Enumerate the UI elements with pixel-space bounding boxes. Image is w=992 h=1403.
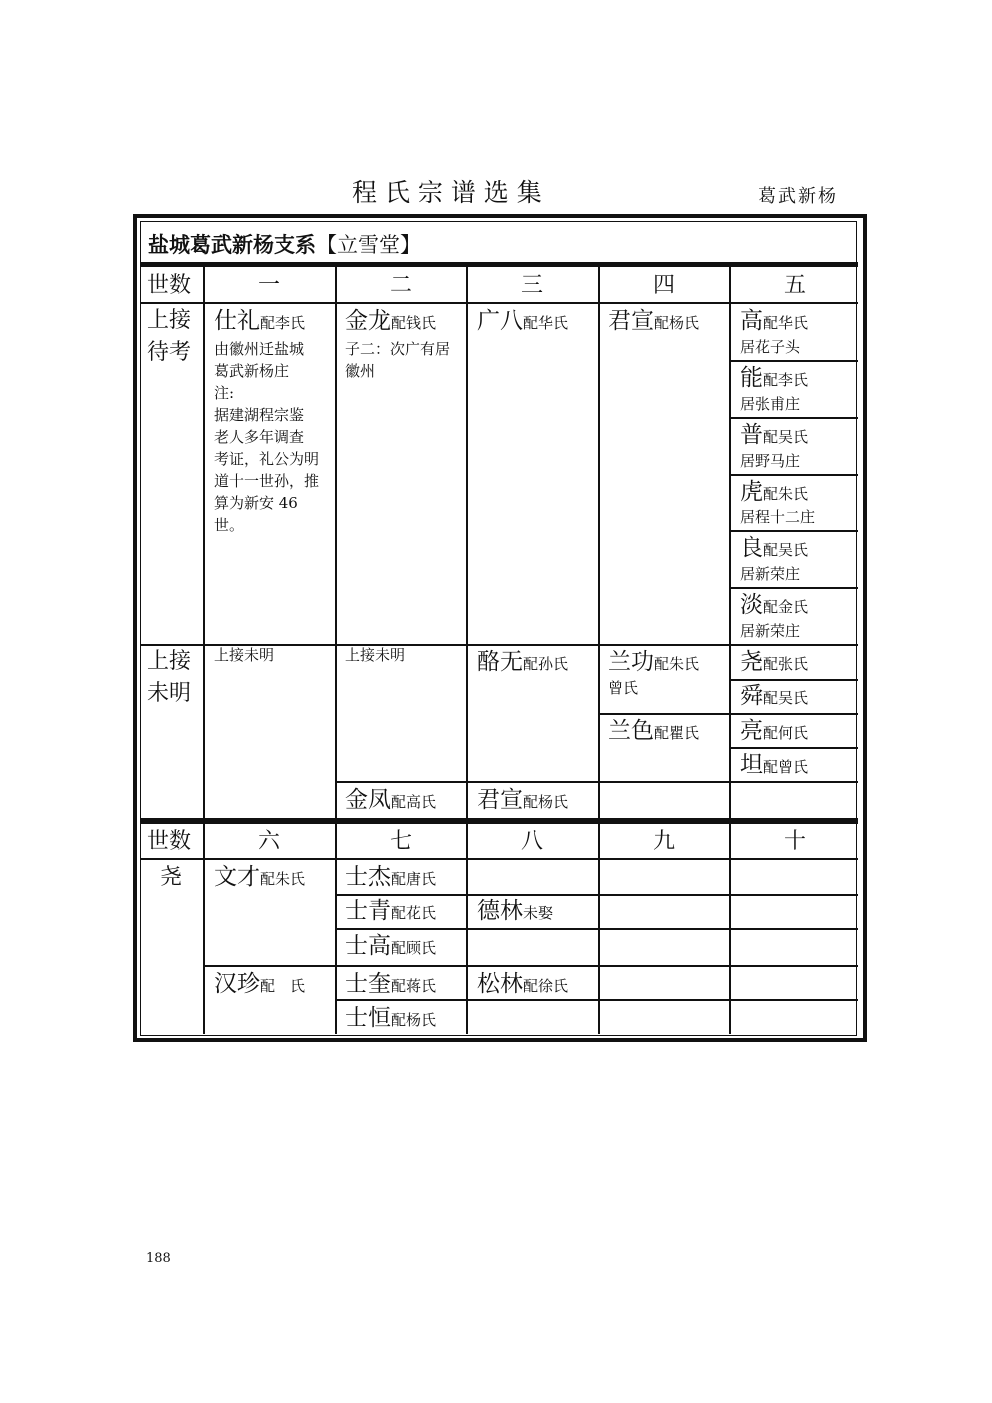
person-residence: 居张甫庄: [740, 395, 801, 413]
cell-rule: [730, 360, 858, 362]
person-spouse: 配李氏: [763, 371, 809, 389]
person-residence: 居花子头: [740, 338, 801, 356]
person-spouse: 配曾氏: [763, 758, 809, 776]
person-name: 坦: [740, 752, 763, 778]
branch-hall: 【立雪堂】: [316, 233, 421, 257]
section-label: 上接: [147, 649, 192, 674]
person-entry: [345, 973, 436, 996]
person-name: 士杰: [345, 864, 391, 890]
person-entry: [740, 424, 808, 447]
row-rule: [336, 999, 858, 1001]
person-entry: [477, 651, 568, 674]
person-name: 士高: [345, 933, 391, 959]
note-line: 由徽州迁盐城: [214, 340, 305, 358]
cell-rule: [598, 713, 858, 715]
person-spouse: 配朱氏: [763, 485, 809, 503]
person-entry: [608, 720, 699, 743]
thick-rule-middle: [140, 818, 858, 824]
gen-col-9: 九: [653, 829, 676, 854]
row-rule: [140, 302, 858, 304]
gen-col-2: 二: [390, 273, 413, 298]
section-label: 未明: [147, 681, 192, 706]
note-line: 注:: [214, 384, 235, 402]
row-rule: [336, 928, 858, 930]
person-note: [214, 338, 332, 536]
person-entry: [477, 973, 568, 996]
person-name: 兰色: [608, 718, 654, 744]
person-name: 德林: [477, 898, 523, 924]
person-name: 广八: [477, 308, 523, 334]
person-entry: [214, 973, 305, 996]
gen-col-4: 四: [653, 273, 676, 298]
person-entry: [345, 1007, 436, 1030]
person-name: 普: [740, 422, 763, 448]
cell-rule: [730, 474, 858, 476]
person-entry: [345, 935, 436, 958]
col-rule: [729, 824, 731, 1034]
col-rule: [466, 824, 468, 1034]
note-line: 道十一世孙，推: [214, 472, 320, 490]
person-name: 高: [740, 308, 763, 334]
person-entry: [740, 754, 808, 777]
person-spouse: 配钱氏: [391, 314, 437, 332]
person-note: [345, 338, 465, 382]
unknown-ancestor-note: 上接未明: [214, 646, 275, 664]
person-spouse: 配瞿氏: [654, 724, 700, 742]
person-entry: [214, 310, 305, 333]
person-spouse: 配何氏: [763, 724, 809, 742]
person-spouse: 配杨氏: [523, 793, 569, 811]
person-entry: [608, 651, 699, 674]
person-spouse: 配杨氏: [654, 314, 700, 332]
person-name: 松林: [477, 971, 523, 997]
row-rule: [336, 781, 858, 783]
cell-rule: [730, 530, 858, 532]
note-line: 老人多年调查: [214, 428, 305, 446]
person-spouse: 配 氏: [260, 977, 306, 995]
person-residence: 居新荣庄: [740, 622, 801, 640]
gen-col-8: 八: [521, 829, 544, 854]
person-name: 淡: [740, 592, 763, 618]
person-spouse: 配李氏: [260, 314, 306, 332]
person-spouse: 配顾氏: [391, 939, 437, 957]
note-line: 世。: [214, 516, 245, 534]
section-label: 上接: [147, 308, 192, 333]
person-spouse: 配杨氏: [391, 1011, 437, 1029]
gen-col-5: 五: [784, 273, 807, 298]
page-subtitle: 葛武新杨: [758, 186, 838, 207]
person-spouse: 配朱氏: [260, 870, 306, 888]
person-name: 金凤: [345, 787, 391, 813]
col-rule: [729, 267, 731, 819]
person-spouse: 配蒋氏: [391, 977, 437, 995]
person-spouse: 配徐氏: [523, 977, 569, 995]
gen-col-7: 七: [390, 829, 413, 854]
gen-header-label: 世数: [147, 829, 192, 854]
row-rule: [336, 894, 858, 896]
person-spouse: 配华氏: [763, 314, 809, 332]
person-residence: 居野马庄: [740, 452, 801, 470]
person-spouse: 配孙氏: [523, 655, 569, 673]
person-spouse: 配吴氏: [763, 689, 809, 707]
col-rule: [203, 267, 205, 819]
row-rule: [140, 858, 858, 860]
cell-rule: [730, 587, 858, 589]
person-entry: [740, 651, 808, 674]
person-spouse: 配吴氏: [763, 541, 809, 559]
page-title: 程 氏 宗 谱 选 集: [352, 178, 542, 207]
gen-col-6: 六: [258, 829, 281, 854]
section-label: 尧: [160, 865, 183, 890]
person-name: 兰功: [608, 649, 654, 675]
person-name: 仕礼: [214, 308, 260, 334]
branch-name: 盐城葛武新杨支系: [148, 232, 316, 257]
thick-rule-top: [140, 262, 858, 267]
person-entry: [740, 685, 808, 708]
person-spouse-extra: 曾氏: [608, 679, 639, 697]
note-line: 考证，礼公为明: [214, 450, 320, 468]
person-name: 君宣: [477, 787, 523, 813]
col-rule: [466, 267, 468, 819]
person-entry: [608, 310, 699, 333]
person-spouse: 配高氏: [391, 793, 437, 811]
cell-rule: [730, 679, 858, 681]
person-name: 能: [740, 365, 763, 391]
person-name: 舜: [740, 683, 763, 709]
col-rule: [598, 824, 600, 1034]
cell-rule: [730, 747, 858, 749]
person-entry: [345, 310, 436, 333]
person-entry: [214, 866, 305, 889]
person-spouse: 未娶: [523, 904, 554, 922]
person-entry: [477, 900, 553, 923]
person-entry: [477, 310, 568, 333]
gen-col-3: 三: [521, 273, 544, 298]
person-entry: [740, 720, 808, 743]
gen-header-label: 世数: [147, 273, 192, 298]
gen-col-1: 一: [258, 273, 281, 298]
row-rule: [204, 965, 858, 967]
col-rule: [335, 267, 337, 819]
person-name: 酪无: [477, 649, 523, 675]
person-name: 金龙: [345, 308, 391, 334]
col-rule: [335, 824, 337, 1034]
person-spouse: 配华氏: [523, 314, 569, 332]
note-line: 据建湖程宗鉴: [214, 406, 305, 424]
unknown-ancestor-note: 上接未明: [345, 646, 406, 664]
person-residence: 居程十二庄: [740, 508, 816, 526]
person-entry: [740, 367, 808, 390]
person-entry: [477, 789, 568, 812]
person-name: 亮: [740, 718, 763, 744]
person-name: 君宣: [608, 308, 654, 334]
person-name: 士奎: [345, 971, 391, 997]
person-residence: 居新荣庄: [740, 565, 801, 583]
person-name: 虎: [740, 479, 763, 505]
person-entry: [740, 594, 808, 617]
col-rule: [203, 824, 205, 1034]
gen-col-10: 十: [784, 829, 807, 854]
person-spouse: 配朱氏: [654, 655, 700, 673]
person-spouse: 配花氏: [391, 904, 437, 922]
branch-title: [148, 234, 421, 256]
person-entry: [740, 537, 808, 560]
person-name: 汉珍: [214, 971, 260, 997]
person-name: 士青: [345, 898, 391, 924]
person-entry: [345, 900, 436, 923]
note-line: 徽州: [345, 362, 376, 380]
note-line: 葛武新杨庄: [214, 362, 290, 380]
person-spouse: 配金氏: [763, 598, 809, 616]
person-entry: [740, 481, 808, 504]
page-number: 188: [146, 1251, 171, 1266]
person-entry: [740, 310, 808, 333]
person-entry: [345, 789, 436, 812]
person-entry: [345, 866, 436, 889]
person-spouse: 配唐氏: [391, 870, 437, 888]
person-spouse: 配张氏: [763, 655, 809, 673]
person-spouse: 配吴氏: [763, 428, 809, 446]
person-name: 尧: [740, 649, 763, 675]
cell-rule: [730, 417, 858, 419]
section-label: 待考: [147, 340, 192, 365]
person-name: 文才: [214, 864, 260, 890]
note-line: 算为新安 46: [214, 494, 298, 512]
person-name: 良: [740, 535, 763, 561]
note-line: 子二：次广有居: [345, 340, 451, 358]
person-name: 士恒: [345, 1005, 391, 1031]
col-rule: [598, 267, 600, 819]
